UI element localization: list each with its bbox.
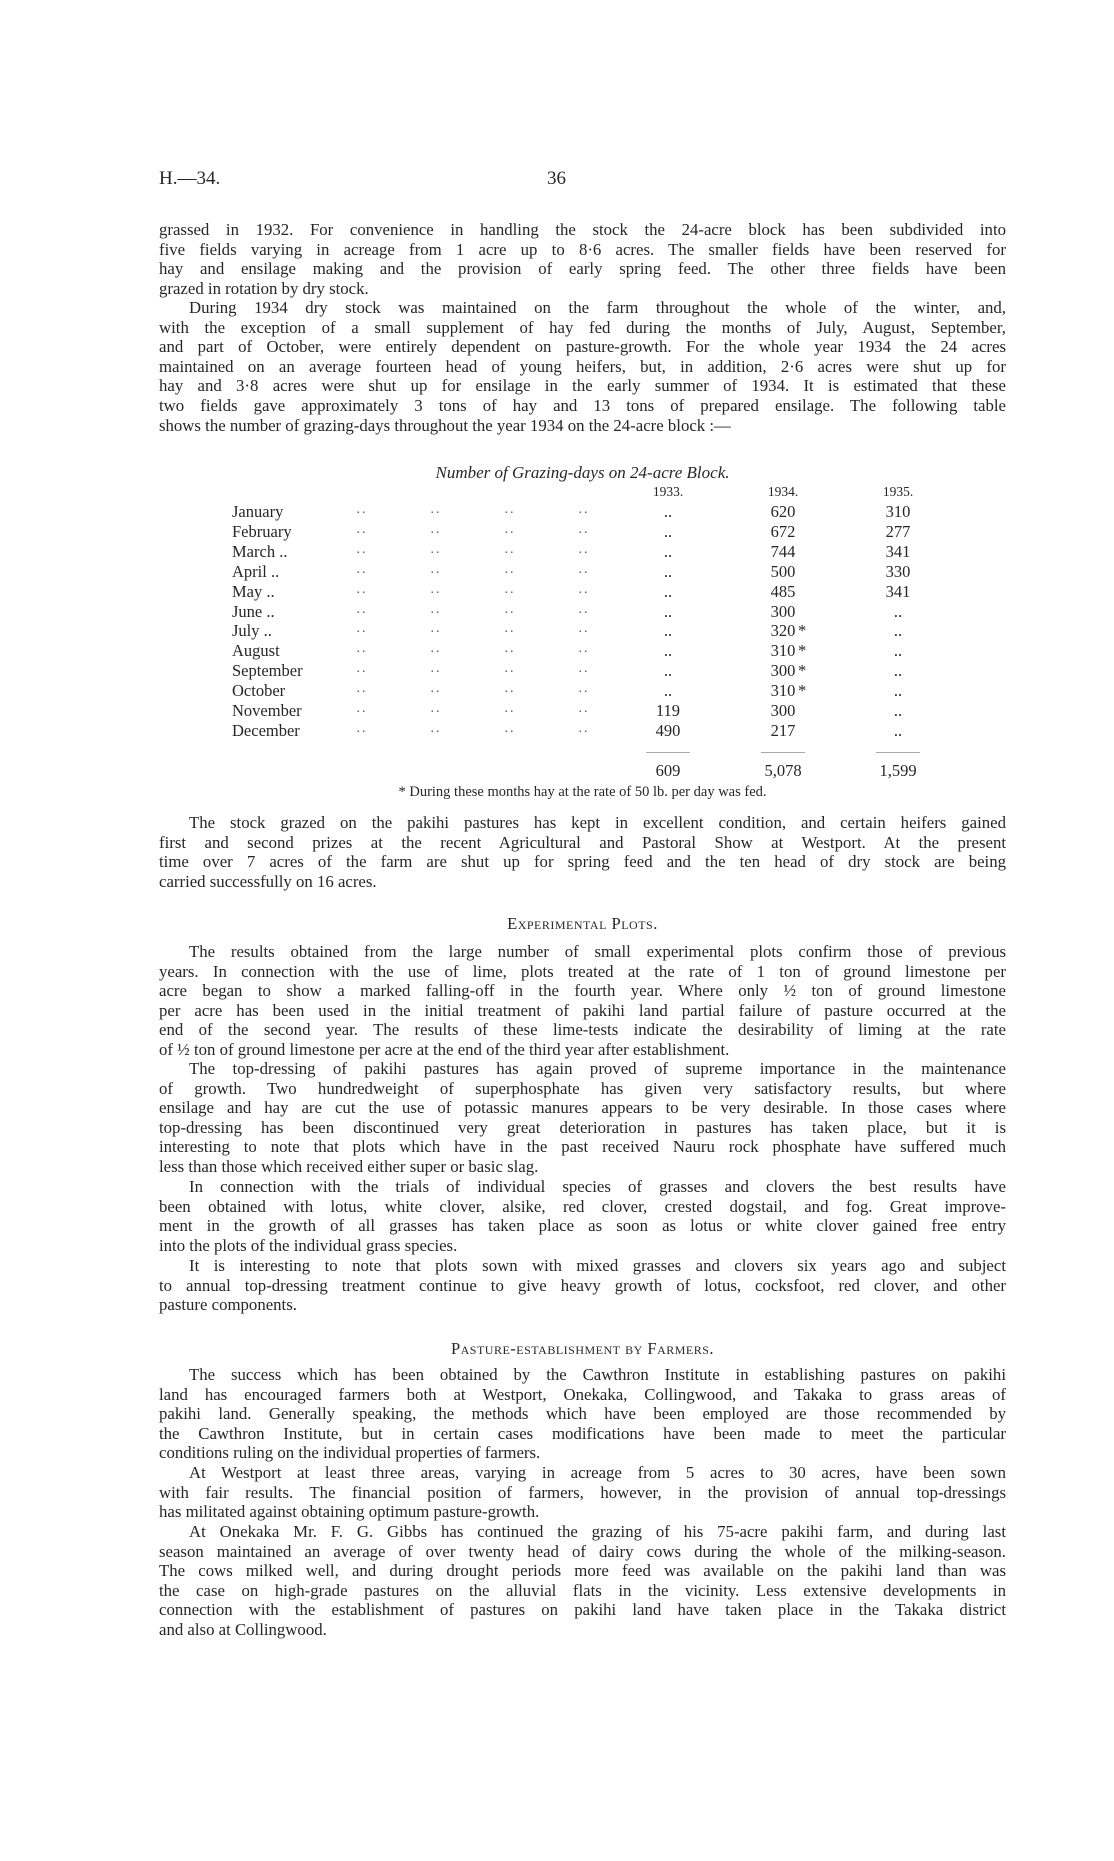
leader-dots: .. <box>430 502 442 517</box>
text-line: with fair results. The financial position of farmers, however, in the provision of annual top-dressings <box>159 1482 1006 1502</box>
leader-dots: .. <box>504 621 516 637</box>
value-1933: .. <box>663 561 673 581</box>
text-line: The results obtained from the large number of small experimental plots confirm those of previous <box>189 942 1006 961</box>
text-line: pasture components. <box>159 1295 297 1315</box>
leader-dots: .. <box>356 681 368 697</box>
text-line: carried successfully on 16 acres. <box>159 871 377 891</box>
paragraph <box>159 1059 1006 1177</box>
text-line: shows the number of grazing-days throughout the year 1934 on the 24-acre block :— <box>159 415 731 435</box>
value-1935: 330 <box>885 561 911 581</box>
text-line: end of the second year. The results of these lime-tests indicate the desirability of liming at the rate <box>159 1020 1006 1040</box>
value-1934: 500 <box>770 561 796 581</box>
leader-dots: .. <box>504 521 516 537</box>
value-1934: 310 <box>770 641 796 661</box>
leader-dots: .. <box>430 541 442 557</box>
section-heading-pasture-establishment: Pasture-establishment by Farmers. <box>450 1339 715 1358</box>
text-line: top-dressing has been discontinued very great deterioration in pastures has taken place, but it is <box>159 1117 1006 1137</box>
total-1933: 609 <box>655 761 681 780</box>
page-number: 36 <box>547 168 566 189</box>
value-1935: .. <box>893 681 903 701</box>
column-header-1934: 1934. <box>767 484 799 499</box>
section-heading-experimental-plots: Experimental Plots. <box>507 914 658 933</box>
footnote-marker: * <box>798 681 807 701</box>
leader-dots: .. <box>430 720 442 736</box>
value-1934: 300 <box>770 601 796 621</box>
sum-rule <box>646 752 690 753</box>
month-label: November <box>232 701 302 720</box>
text-line: grassed in 1932. For convenience in handling the stock the 24-acre block has been subdivided into <box>159 220 1006 239</box>
value-1935: .. <box>893 661 903 681</box>
value-1934: 300 <box>770 661 796 681</box>
month-label: July .. <box>232 621 272 641</box>
table-row <box>0 701 1114 721</box>
value-1935: 341 <box>885 541 911 561</box>
leader-dots: .. <box>504 561 516 577</box>
leader-dots: .. <box>504 581 516 597</box>
text-line: The stock grazed on the pakihi pastures has kept in excellent condition, and certain heifers gained <box>189 813 1006 832</box>
leader-dots: .. <box>356 581 368 597</box>
table-row <box>0 661 1114 681</box>
text-line: first and second prizes at the recent Agricultural and Pastoral Show at Westport. At the present <box>159 832 1006 852</box>
leader-dots: .. <box>504 502 516 517</box>
value-1933: .. <box>663 502 673 521</box>
text-line: At Westport at least three areas, varying in acreage from 5 acres to 30 acres, have been sown <box>189 1463 1006 1482</box>
text-line: conditions ruling on the individual properties of farmers. <box>159 1443 541 1463</box>
value-1934: 672 <box>770 521 796 541</box>
leader-dots: .. <box>504 541 516 557</box>
text-line: per acre has been used in the initial treatment of pakihi land partial failure of pasture occurred at the <box>159 1000 1006 1020</box>
text-line: During 1934 dry stock was maintained on the farm throughout the whole of the winter, and, <box>189 298 1006 317</box>
text-line: interesting to note that plots which have in the past received Nauru rock phosphate have suffered much <box>159 1137 1006 1157</box>
value-1933: .. <box>663 601 673 621</box>
sum-rule <box>876 752 920 753</box>
leader-dots: .. <box>356 621 368 637</box>
leader-dots: .. <box>578 641 590 657</box>
value-1935: .. <box>893 621 903 641</box>
paragraph <box>159 1463 1006 1522</box>
column-header-1935: 1935. <box>882 484 914 499</box>
text-line: been obtained with lotus, white clover, alsike, red clover, crested dogstail, and fog. Great improve- <box>159 1196 1006 1216</box>
leader-dots: .. <box>504 681 516 697</box>
leader-dots: .. <box>356 541 368 557</box>
value-1934: 620 <box>770 502 796 521</box>
value-1933: .. <box>663 681 673 701</box>
text-line: The top-dressing of pakihi pastures has again proved of supreme importance in the maintenance <box>189 1059 1006 1078</box>
table-row <box>0 641 1114 661</box>
leader-dots: .. <box>430 661 442 677</box>
table-row <box>0 562 1114 582</box>
paragraph <box>159 220 1006 298</box>
table-row <box>0 542 1114 562</box>
text-line: In connection with the trials of individual species of grasses and clovers the best results have <box>189 1177 1006 1196</box>
value-1933: .. <box>663 521 673 541</box>
total-1935: 1,599 <box>879 761 917 780</box>
month-label: August <box>232 641 280 661</box>
month-label: March .. <box>232 541 288 561</box>
text-line: of growth. Two hundredweight of superphosphate has given very satisfactory results, but where <box>159 1078 1006 1098</box>
text-line: the Cawthron Institute, but in certain cases modifications have been made to meet the particular <box>159 1423 1006 1443</box>
text-line: The cows milked well, and during drought periods more feed was available on the pakihi land than was <box>159 1561 1006 1581</box>
leader-dots: .. <box>430 521 442 537</box>
value-1933: .. <box>663 581 673 601</box>
leader-dots: .. <box>578 621 590 637</box>
leader-dots: .. <box>356 720 368 736</box>
value-1935: .. <box>893 701 903 720</box>
value-1935: .. <box>893 720 903 740</box>
text-line: pakihi land. Generally speaking, the methods which have been employed are those recommended by <box>159 1404 1006 1424</box>
text-line: years. In connection with the use of lime, plots treated at the rate of 1 ton of ground limestone per <box>159 961 1006 981</box>
leader-dots: .. <box>356 661 368 677</box>
leader-dots: .. <box>504 601 516 617</box>
paragraph <box>159 1177 1006 1255</box>
value-1934: 217 <box>770 720 796 740</box>
leader-dots: .. <box>430 701 442 716</box>
text-line: hay and 3·8 acres were shut up for ensilage in the early summer of 1934. It is estimated that these <box>159 376 1006 396</box>
text-line: ment in the growth of all grasses has taken place as soon as lotus or white clover gained free entry <box>159 1216 1006 1236</box>
leader-dots: .. <box>578 661 590 677</box>
leader-dots: .. <box>430 621 442 637</box>
leader-dots: .. <box>578 701 590 716</box>
value-1934: 485 <box>770 581 796 601</box>
text-line: land has encouraged farmers both at Westport, Onekaka, Collingwood, and Takaka to grass areas of <box>159 1384 1006 1404</box>
text-line: into the plots of the individual grass species. <box>159 1235 458 1255</box>
paragraph <box>159 1522 1006 1640</box>
table-row <box>0 681 1114 701</box>
table-row <box>0 602 1114 622</box>
text-line: of ½ ton of ground limestone per acre at the end of the third year after establishment. <box>159 1039 730 1059</box>
table-row <box>0 522 1114 542</box>
value-1935: 310 <box>885 502 911 521</box>
month-label: June .. <box>232 601 275 621</box>
month-label: September <box>232 661 303 681</box>
text-line: time over 7 acres of the farm are shut up for spring feed and the ten head of dry stock are being <box>159 852 1006 872</box>
value-1933: 490 <box>655 720 681 740</box>
leader-dots: .. <box>578 581 590 597</box>
text-line: ensilage and hay are cut the use of potassic manures appears to be very desirable. In those cases where <box>159 1098 1006 1118</box>
paragraph <box>159 813 1006 891</box>
month-label: May .. <box>232 581 275 601</box>
text-line: At Onekaka Mr. F. G. Gibbs has continued the grazing of his 75-acre pakihi farm, and during last <box>189 1522 1006 1541</box>
value-1934: 310 <box>770 681 796 701</box>
leader-dots: .. <box>504 701 516 716</box>
value-1933: .. <box>663 661 673 681</box>
footnote-marker: * <box>798 661 807 681</box>
text-line: the case on high-grade pastures on the alluvial flats in the vicinity. Less extensive developments in <box>159 1580 1006 1600</box>
leader-dots: .. <box>578 521 590 537</box>
text-line: has militated against obtaining optimum pasture-growth. <box>159 1502 540 1522</box>
text-line: The success which has been obtained by the Cawthron Institute in establishing pastures on pakihi <box>189 1365 1006 1384</box>
value-1934: 744 <box>770 541 796 561</box>
leader-dots: .. <box>356 521 368 537</box>
leader-dots: .. <box>578 601 590 617</box>
table-footnote: * During these months hay at the rate of 50 lb. per day was fed. <box>398 784 767 800</box>
paragraph <box>159 942 1006 1060</box>
leader-dots: .. <box>578 541 590 557</box>
paragraph <box>159 1256 1006 1315</box>
value-1933: .. <box>663 641 673 661</box>
leader-dots: .. <box>430 581 442 597</box>
value-1933: 119 <box>655 701 681 720</box>
paragraph <box>159 298 1006 435</box>
leader-dots: .. <box>430 561 442 577</box>
text-line: connection with the establishment of pastures on pakihi land have taken place in the Takaka district <box>159 1600 1006 1620</box>
text-line: and part of October, were entirely dependent on pasture-growth. For the whole year 1934 the 24 acres <box>159 337 1006 357</box>
text-line: five fields varying in acreage from 1 acre up to 8·6 acres. The smaller fields have been reserved for <box>159 239 1006 259</box>
value-1934: 300 <box>770 701 796 720</box>
leader-dots: .. <box>578 561 590 577</box>
leader-dots: .. <box>430 601 442 617</box>
text-line: with the exception of a small supplement of hay fed during the months of July, August, September, <box>159 317 1006 337</box>
leader-dots: .. <box>578 502 590 517</box>
text-line: less than those which received either super or basic slag. <box>159 1156 539 1176</box>
leader-dots: .. <box>356 701 368 716</box>
text-line: two fields gave approximately 3 tons of hay and 13 tons of prepared ensilage. The following table <box>159 395 1006 415</box>
value-1933: .. <box>663 541 673 561</box>
leader-dots: .. <box>504 720 516 736</box>
text-line: acre began to show a marked falling-off in the fourth year. Where only ½ ton of ground limestone <box>159 981 1006 1001</box>
paragraph <box>159 1365 1006 1463</box>
value-1933: .. <box>663 621 673 641</box>
leader-dots: .. <box>504 661 516 677</box>
month-label: April .. <box>232 561 280 581</box>
text-line: to annual top-dressing treatment continue to give heavy growth of lotus, cocksfoot, red clover, and other <box>159 1275 1006 1295</box>
footnote-marker: * <box>798 641 807 661</box>
text-line: and also at Collingwood. <box>159 1619 327 1639</box>
leader-dots: .. <box>356 601 368 617</box>
footnote-marker: * <box>798 621 807 641</box>
table-title: Number of Grazing-days on 24-acre Block. <box>435 463 730 482</box>
month-label: January <box>232 502 284 521</box>
text-line: hay and ensilage making and the provision of early spring feed. The other three fields have been <box>159 259 1006 279</box>
leader-dots: .. <box>356 641 368 657</box>
month-label: October <box>232 681 286 701</box>
total-1934: 5,078 <box>764 761 802 780</box>
document-reference: H.—34. <box>159 168 221 189</box>
sum-rule <box>761 752 805 753</box>
column-header-1933: 1933. <box>652 484 684 499</box>
leader-dots: .. <box>430 681 442 697</box>
text-line: It is interesting to note that plots sown with mixed grasses and clovers six years ago and subject <box>189 1256 1006 1275</box>
leader-dots: .. <box>504 641 516 657</box>
leader-dots: .. <box>356 561 368 577</box>
table-row <box>0 621 1114 641</box>
text-line: grazed in rotation by dry stock. <box>159 278 369 298</box>
table-row <box>0 721 1114 741</box>
month-label: December <box>232 720 300 740</box>
text-line: maintained on an average fourteen head of young heifers, but, in addition, 2·6 acres were shut up for <box>159 356 1006 376</box>
leader-dots: .. <box>356 502 368 517</box>
totals-row <box>0 761 1114 781</box>
leader-dots: .. <box>430 641 442 657</box>
text-line: season maintained an average of over twenty head of dairy cows during the whole of the milking-season. <box>159 1541 1006 1561</box>
value-1935: .. <box>893 601 903 621</box>
leader-dots: .. <box>578 681 590 697</box>
value-1934: 320 <box>770 621 796 641</box>
table-row <box>0 582 1114 602</box>
value-1935: 277 <box>885 521 911 541</box>
value-1935: 341 <box>885 581 911 601</box>
month-label: February <box>232 521 292 541</box>
leader-dots: .. <box>578 720 590 736</box>
value-1935: .. <box>893 641 903 661</box>
table-row <box>0 502 1114 522</box>
